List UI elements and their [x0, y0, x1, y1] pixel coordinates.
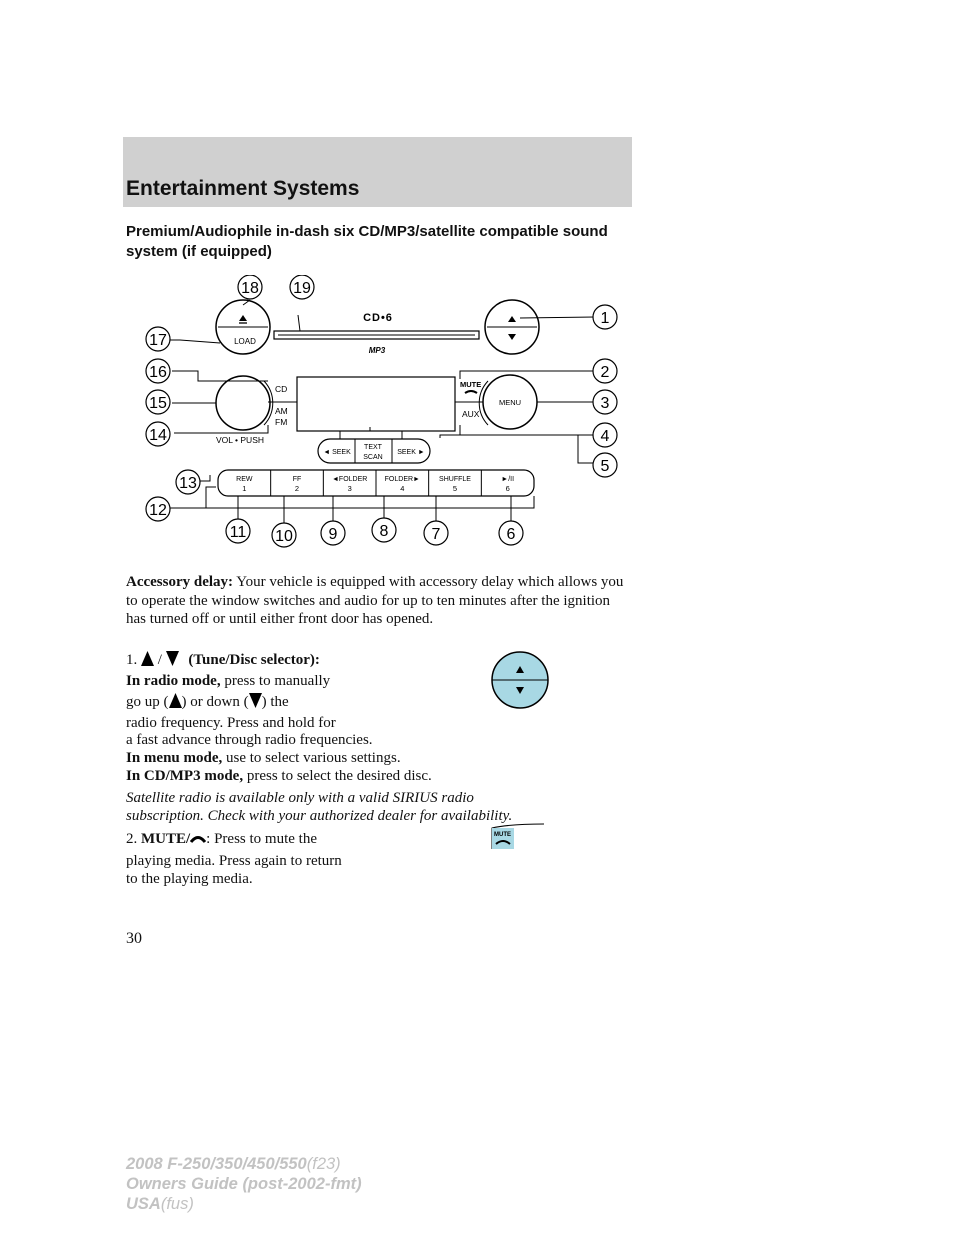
svg-text:TEXT: TEXT: [364, 444, 382, 451]
preset-number-3: 3: [347, 484, 352, 493]
preset-label-1: REW: [236, 476, 253, 483]
svg-text:SEEK ►: SEEK ►: [397, 449, 425, 456]
mute-button-icon: [490, 822, 548, 850]
tune-selector-icon: [490, 650, 550, 710]
svg-text:MUTE: MUTE: [460, 380, 482, 389]
footer: 2008 F-250/350/450/550(f23) Owners Guide (post-2002-fmt) USA(fus): [126, 1155, 362, 1213]
preset-label-3: ◄FOLDER: [332, 476, 368, 483]
up-arrow-icon: [169, 693, 182, 708]
callout-5: 5: [600, 458, 610, 475]
phone-icon: [465, 391, 477, 393]
preset-label-2: FF: [292, 476, 302, 483]
callout-15: 15: [149, 395, 167, 412]
callout-19: 19: [293, 280, 311, 297]
callout-14: 14: [149, 427, 167, 444]
svg-text:AM: AM: [275, 406, 288, 416]
accessory-text: Your vehicle is equipped with accessory delay which allows you to operate the window switches and audio for up to ten minutes after the ignition has turned off or until either front door has opened.: [126, 574, 624, 627]
callout-8: 8: [379, 523, 389, 540]
accessory-label: Accessory delay:: [126, 574, 234, 590]
callout-1: 1: [600, 310, 610, 327]
preset-number-5: 5: [452, 484, 458, 493]
callout-16: 16: [149, 364, 167, 381]
callout-13: 13: [179, 475, 197, 492]
callout-7: 7: [431, 526, 441, 543]
down-arrow-icon: [166, 651, 179, 666]
preset-number-6: 6: [505, 484, 510, 493]
callout-12: 12: [149, 502, 167, 519]
preset-label-6: ►/II: [501, 476, 515, 483]
callout-17: 17: [149, 332, 167, 349]
volume-knob: [216, 376, 270, 430]
system-heading: Premium/Audiophile in-dash six CD/MP3/satellite compatible sound system (if equipped): [126, 223, 608, 260]
callout-10: 10: [275, 528, 293, 545]
down-arrow-icon: [249, 693, 262, 708]
preset-number-1: 1: [242, 484, 247, 493]
svg-text:MENU: MENU: [498, 398, 522, 407]
preset-label-4: FOLDER►: [384, 476, 420, 483]
satellite-note: Satellite radio is available only with a valid SIRIUS radio: [126, 790, 474, 806]
svg-text:CD: CD: [275, 384, 288, 394]
display-panel: [297, 377, 455, 431]
load-label: LOAD: [234, 337, 256, 346]
section-title: Entertainment Systems: [126, 177, 360, 200]
svg-text:MUTE: MUTE: [494, 832, 511, 838]
callout-11: 11: [229, 524, 247, 541]
callout-4: 4: [600, 428, 610, 445]
preset-number-4: 4: [400, 484, 405, 493]
callout-2: 2: [600, 364, 610, 381]
callout-9: 9: [328, 526, 338, 543]
svg-text:FM: FM: [275, 417, 288, 427]
page-number: 30: [126, 930, 142, 947]
accessory-delay-paragraph: [126, 573, 626, 629]
phone-icon: [190, 833, 206, 845]
mp3-label: MP3: [368, 346, 386, 355]
item1-title-line: 1. / (Tune/Disc selector):: [126, 652, 320, 668]
callout-18: 18: [241, 280, 259, 297]
vol-label: VOL • PUSH: [216, 435, 265, 445]
preset-number-2: 2: [294, 484, 300, 493]
preset-label-5: SHUFFLE: [439, 476, 471, 483]
radio-diagram: [140, 275, 630, 555]
svg-text:AUX: AUX: [462, 409, 480, 419]
svg-text:◄ SEEK: ◄ SEEK: [323, 449, 351, 456]
cd6-label: CD•6: [363, 312, 393, 324]
svg-text:SCAN: SCAN: [363, 454, 383, 461]
callout-3: 3: [600, 395, 610, 412]
callout-6: 6: [506, 526, 516, 543]
up-arrow-icon: [141, 651, 154, 666]
